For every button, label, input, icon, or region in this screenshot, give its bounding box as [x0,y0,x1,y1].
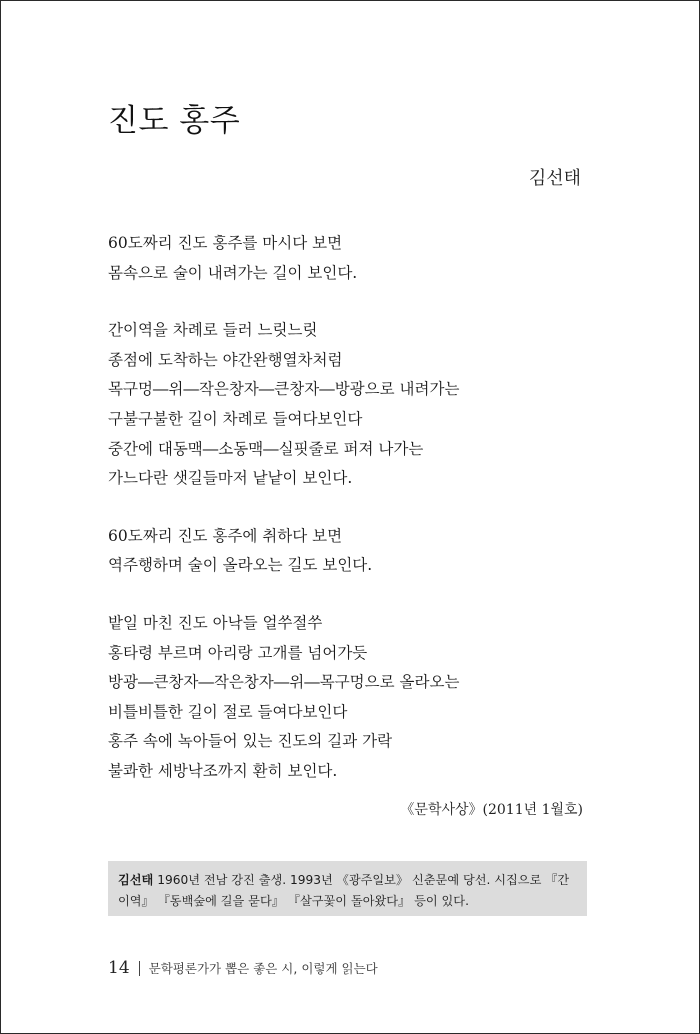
page-number: 14 [108,958,130,978]
poem-line: 홍타령 부르며 아리랑 고개를 넘어가듯 [108,643,368,662]
poem-line: 불콰한 세방낙조까지 환히 보인다. [108,761,338,780]
publication-source: 《문학사상》(2011년 1월호) [400,802,583,818]
stanza [108,229,588,288]
stanza [108,316,588,494]
running-book-title: 문학평론가가 뽑은 좋은 시, 이렇게 읽는다 [148,961,378,976]
poem-line: 중간에 대동맥―소동맥―실핏줄로 퍼져 나가는 [108,439,424,458]
stanza [108,609,588,787]
poem-line: 홍주 속에 녹아들어 있는 진도의 길과 가락 [108,732,393,751]
bio-author-name: 김선태 [118,873,154,887]
poem-line: 목구멍―위―작은창자―큰창자―방광으로 내려가는 [108,380,460,399]
poem-title: 진도 홍주 [108,103,241,139]
footer-divider [139,961,140,976]
poem-line: 60도짜리 진도 홍주를 마시다 보면 [108,234,343,252]
poem-line: 방광―큰창자―작은창자―위―목구멍으로 올라오는 [108,673,460,692]
poem-line: 종점에 도착하는 야간완행열차처럼 [108,350,343,369]
author-bio-box [108,861,587,916]
poem-author: 김선태 [528,168,581,189]
poem-line: 역주행하며 술이 올라오는 길도 보인다. [108,556,373,575]
page-footer [108,958,378,978]
bio-text: 1960년 전남 강진 출생. 1993년 《광주일보》 신춘문예 당선. 시집으로 『간이역』 『동백숲에 길을 묻다』 『살구꽃이 돌아왔다』 등이 있다. [118,873,570,908]
poem-line: 가느다란 샛길들마저 낱낱이 보인다. [108,469,353,488]
poem-body [108,229,588,815]
poem-line: 구불구불한 길이 차례로 들여다보인다 [108,409,363,428]
poem-line: 비틀비틀한 길이 절로 들여다보인다 [108,702,348,721]
poem-line: 60도짜리 진도 홍주에 취하다 보면 [108,526,343,545]
poem-line: 밭일 마친 진도 아낙들 얼쑤절쑤 [108,613,323,632]
poem-line: 몸속으로 술이 내려가는 길이 보인다. [108,263,358,282]
stanza [108,522,588,581]
poem-line: 간이역을 차례로 들러 느릿느릿 [108,321,318,340]
